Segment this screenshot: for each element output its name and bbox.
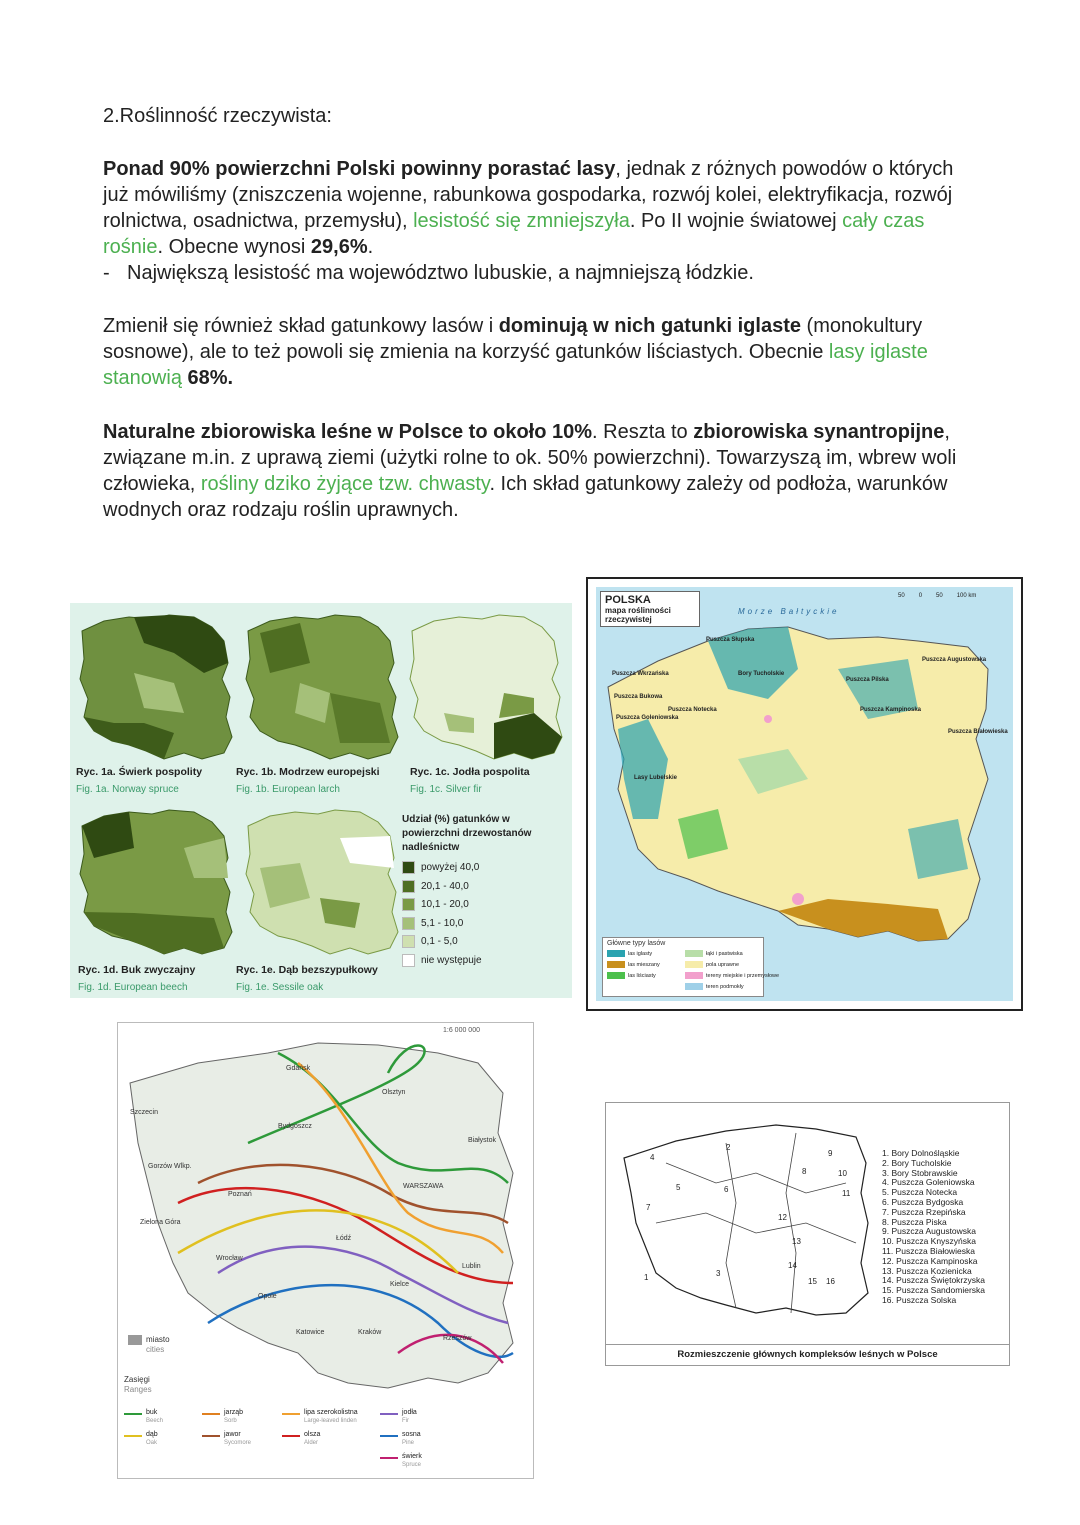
legend-label-en: Alder — [304, 1440, 319, 1446]
paragraph-forest-cover — [103, 156, 983, 260]
vegetation-place-label: Puszcza Notecka — [668, 707, 717, 713]
p2-text-1: Zmienił się również skład gatunkowy lasów i — [103, 315, 499, 337]
legend-label-en: Sorb — [224, 1418, 237, 1424]
city-label: Wrocław — [216, 1255, 243, 1262]
city-label: Poznań — [228, 1191, 252, 1198]
legend-label-en: Pine — [402, 1440, 415, 1446]
p3-text-1: . Reszta to — [592, 421, 694, 443]
species-maps-figure — [70, 603, 572, 998]
city-label: Gdańsk — [286, 1065, 311, 1072]
city-label: WARSZAWA — [403, 1183, 444, 1190]
complex-list-item: 1. Bory Dolnośląskie — [882, 1148, 960, 1158]
city-label: Gorzów Wlkp. — [148, 1163, 192, 1170]
vegetation-place-label: Puszcza Augustowska — [922, 657, 987, 663]
legend-label-en: Sycomore — [224, 1440, 252, 1446]
vegetation-legend-row — [607, 972, 656, 979]
caption-1a: Ryc. 1a. Świerk pospolity — [76, 766, 203, 778]
species-legend-row — [402, 880, 469, 893]
legend-swatch — [685, 961, 703, 968]
complex-list-item: 3. Bory Stobrawskie — [882, 1167, 958, 1178]
city-legend-label-en: cities — [146, 1345, 165, 1354]
legend-swatch — [402, 935, 415, 948]
legend-label-en: Fir — [402, 1418, 409, 1424]
map-beech — [80, 810, 232, 954]
complex-number: 2 — [726, 1143, 731, 1152]
city-label: Lublin — [462, 1263, 481, 1270]
complex-number: 5 — [676, 1183, 681, 1192]
caption-1b: Ryc. 1b. Modrzew europejski — [236, 766, 380, 778]
vegetation-map-figure — [586, 577, 1023, 1011]
legend-line — [380, 1413, 398, 1415]
city-label: Białystok — [468, 1137, 497, 1144]
vegetation-place-label: Puszcza Słupska — [706, 637, 755, 643]
forest-complexes-figure — [605, 1102, 1010, 1366]
complex-list-item: 16. Puszcza Solska — [882, 1294, 957, 1305]
vegetation-legend-title: Główne typy lasów — [607, 940, 666, 947]
scale-tick-label: 0 — [918, 593, 923, 599]
complex-number: 13 — [792, 1237, 801, 1246]
vegetation-place-label: Bory Tucholskie — [738, 671, 785, 677]
legend-line — [124, 1413, 142, 1415]
vegetation-legend-row — [607, 950, 652, 957]
scale-tick-label: 100 km — [956, 593, 977, 599]
legend-swatch — [402, 954, 415, 967]
legend-swatch — [685, 972, 703, 979]
map-spruce — [80, 615, 232, 759]
vegetation-legend-row — [685, 950, 743, 957]
species-maps-svg — [70, 603, 572, 998]
vegetation-place-label: Puszcza Pilska — [846, 677, 889, 683]
city-label: Opole — [258, 1293, 277, 1300]
p1-text-4: . — [367, 236, 374, 258]
complex-list-item: 4. Puszcza Goleniowska — [882, 1177, 975, 1188]
city-label: Zielona Góra — [140, 1219, 181, 1226]
city-label: Bydgoszcz — [278, 1123, 312, 1130]
legend-label: olsza — [304, 1431, 321, 1438]
legend-label: 0,1 - 5,0 — [421, 936, 458, 947]
legend-line — [380, 1435, 398, 1437]
legend-label: jarząb — [224, 1409, 244, 1416]
complex-number: 11 — [842, 1189, 851, 1198]
legend-line — [124, 1435, 142, 1437]
legend-label: las iglasty — [628, 950, 653, 957]
section-heading: 2.Roślinność rzeczywista: — [103, 105, 332, 127]
ranges-legend-label-en: Ranges — [124, 1385, 152, 1394]
complex-number: 16 — [826, 1277, 835, 1286]
species-legend-row — [402, 954, 482, 967]
city-legend-label: miasto — [146, 1335, 170, 1344]
p1-bold-2: 29,6% — [310, 236, 368, 258]
caption-1d: Ryc. 1d. Buk zwyczajny — [78, 964, 196, 976]
vegetation-legend-row — [685, 972, 779, 979]
p1-green-1: lesistość się zmniejszyła — [413, 210, 630, 232]
legend-swatch — [402, 861, 415, 874]
caption-1c-en: Fig. 1c. Silver fir — [410, 784, 482, 795]
map-larch — [246, 615, 398, 759]
legend-label: dąb — [146, 1431, 158, 1438]
legend-swatch — [402, 917, 415, 930]
vegetation-map-title-box — [600, 591, 700, 627]
vegetation-place-label: Puszcza Bukowa — [614, 694, 663, 700]
complex-list-item: 11. Puszcza Białowieska — [882, 1245, 975, 1256]
legend-label: lipa szerokolistna — [304, 1409, 358, 1416]
legend-label-en: Spruce — [402, 1462, 422, 1468]
complex-list-item: 6. Puszcza Bydgoska — [882, 1196, 964, 1207]
p1-text-1: , jednak z różnych powodów o których już mówiliśmy (zniszczenia wojenne, rabunkowa gospodarka, rozwój kolei, elektryfikacja, rozwój rolnictwa, osadnictwa, przemysłu), — [103, 158, 954, 232]
legend-label-en: Large-leaved linden — [304, 1418, 357, 1424]
complex-list-item: 15. Puszcza Sandomierska — [882, 1285, 985, 1296]
city-label: Kielce — [390, 1281, 410, 1288]
p3-text-2: , związane m.in. z uprawą ziemi (użytki rolne to ok. 50% powierzchni). Towarzyszą im, wbrew woli człowieka, — [103, 421, 957, 495]
ranges-scale: 1:6 000 000 — [443, 1027, 480, 1034]
city-label: Olsztyn — [382, 1089, 406, 1096]
complex-list-item: 13. Puszcza Kozienicka — [882, 1265, 972, 1276]
vegetation-place-label: Puszcza Kampinoska — [860, 707, 922, 713]
vegetation-place-label: Puszcza Wkrzańska — [612, 671, 669, 677]
p3-bold-2: zbiorowiska synantropijne — [693, 421, 945, 443]
legend-swatch — [685, 950, 703, 957]
map-fir — [410, 615, 562, 759]
complexes-caption: Rozmieszczenie głównych kompleksów leśnych w Polsce — [606, 1344, 1009, 1365]
complex-number: 7 — [646, 1203, 651, 1212]
legend-line — [282, 1435, 300, 1437]
species-legend-row — [402, 861, 479, 874]
p2-text-2: (monokultury sosnowe), ale to też powoli się zmienia na korzyść gatunków liściastych. Obecnie — [103, 315, 923, 363]
complex-list — [882, 1149, 985, 1306]
legend-label: świerk — [402, 1453, 422, 1460]
legend-swatch — [607, 972, 625, 979]
p3-green-1: rośliny dziko żyjące tzw. chwasty — [200, 473, 490, 495]
city-label: Kraków — [358, 1329, 382, 1336]
p1-text-2: . Po II wojnie światowej — [629, 210, 843, 232]
caption-1e: Ryc. 1e. Dąb bezszypułkowy — [236, 964, 378, 976]
species-legend-row — [402, 898, 469, 911]
city-label: Łódź — [336, 1235, 352, 1242]
legend-swatch — [607, 961, 625, 968]
legend-label: jawor — [224, 1431, 241, 1438]
complex-number: 4 — [650, 1153, 655, 1162]
complex-list-item: 12. Puszcza Kampinoska — [882, 1255, 978, 1266]
vegetation-legend — [602, 937, 780, 997]
vegetation-map-subtitle: mapa roślinności rzeczywistej — [605, 606, 671, 624]
caption-1a-en: Fig. 1a. Norway spruce — [76, 784, 179, 795]
complex-number: 8 — [802, 1167, 807, 1176]
p1-text-3: . Obecne wynosi — [157, 236, 311, 258]
vegetation-map-title: POLSKA — [605, 594, 651, 606]
legend-label: powyżej 40,0 — [421, 862, 480, 873]
paragraph-species — [103, 313, 983, 391]
complex-number: 14 — [788, 1261, 797, 1270]
legend-swatch — [402, 898, 415, 911]
legend-label: las mieszany — [628, 961, 660, 968]
p2-green-1: lasy iglaste stanowią — [103, 341, 928, 389]
scale-tick-label: 50 — [898, 593, 905, 599]
vegetation-place-label: Lasy Lubelskie — [634, 775, 678, 781]
bullet-dash: - — [103, 262, 110, 284]
legend-label: 10,1 - 20,0 — [421, 899, 469, 910]
complex-number: 10 — [838, 1169, 847, 1178]
legend-label: łąki i pastwiska — [706, 950, 743, 957]
complex-list-item: 5. Puszcza Notecka — [882, 1187, 958, 1198]
legend-label: nie występuje — [421, 954, 482, 966]
complex-list-item: 2. Bory Tucholskie — [882, 1157, 952, 1168]
complex-list-item: 8. Puszcza Piska — [882, 1216, 947, 1227]
vegetation-legend-row — [607, 961, 660, 968]
ranges-map-figure — [117, 1022, 534, 1479]
complex-number: 3 — [716, 1269, 721, 1278]
complex-list-item: 9. Puszcza Augustowska — [882, 1226, 977, 1237]
p1-bold-1: Ponad 90% powierzchni Polski powinny porastać lasy — [103, 158, 616, 180]
map-oak — [246, 810, 398, 954]
vegetation-legend-row — [685, 961, 739, 968]
scale-tick-label: 50 — [936, 593, 943, 599]
caption-1b-en: Fig. 1b. European larch — [236, 784, 340, 795]
legend-line — [282, 1413, 300, 1415]
legend-line — [380, 1457, 398, 1459]
legend-label: buk — [146, 1409, 158, 1416]
p2-bold-2: 68%. — [187, 367, 234, 389]
bullet-text: Największą lesistość ma województwo lubuskie, a najmniejszą łódzkie. — [127, 262, 754, 284]
vegetation-place-label: Puszcza Goleniowska — [616, 715, 679, 721]
complex-number: 12 — [778, 1213, 787, 1222]
city-label: Katowice — [296, 1329, 325, 1336]
legend-label: pola uprawne — [706, 961, 740, 968]
p3-text-3: . Ich skład gatunkowy zależy od podłoża, warunków wodnych oraz rodzaju roślin uprawnych. — [103, 473, 948, 521]
complex-list-item: 10. Puszcza Knyszyńska — [882, 1236, 977, 1247]
caption-1c: Ryc. 1c. Jodła pospolita — [410, 766, 530, 778]
caption-1e-en: Fig. 1e. Sessile oak — [236, 982, 324, 993]
legend-label: 5,1 - 10,0 — [421, 917, 464, 929]
legend-label: tereny miejskie i przemysłowe — [706, 972, 780, 979]
legend-label: sosna — [402, 1431, 421, 1438]
legend-swatch — [402, 880, 415, 893]
legend-label-en: Oak — [146, 1440, 158, 1446]
legend-label-en: Beech — [146, 1418, 164, 1424]
complex-list-item: 14. Puszcza Świętokrzyska — [882, 1275, 985, 1286]
complex-number: 6 — [724, 1185, 729, 1194]
city-label: Rzeszów — [443, 1335, 472, 1342]
legend-line — [202, 1435, 220, 1437]
bullet-item — [103, 260, 983, 286]
caption-1d-en: Fig. 1d. European beech — [78, 982, 188, 993]
ranges-legend-label: Zasięgi — [124, 1375, 150, 1384]
legend-swatch — [607, 950, 625, 957]
legend-swatch — [685, 983, 703, 990]
species-legend-row — [402, 935, 458, 948]
paragraph-natural — [103, 419, 983, 523]
sea-label: Morze Bałtyckie — [738, 607, 840, 616]
legend-label: jodła — [402, 1409, 417, 1416]
complex-list-item: 7. Puszcza Rzepińska — [882, 1206, 966, 1217]
p3-bold-1: Naturalne zbiorowiska leśne w Polsce to około 10% — [103, 421, 593, 443]
complex-number: 1 — [644, 1273, 649, 1282]
legend-label: las liściasty — [628, 972, 656, 979]
vegetation-legend-row — [685, 983, 744, 990]
species-legend-title: Udział (%) gatunków w powierzchni drzewostanów nadleśnictw — [402, 814, 532, 853]
vegetation-place-label: Puszcza Białowieska — [948, 729, 1008, 735]
scale-bar — [898, 593, 976, 599]
legend-label: 20,1 - 40,0 — [421, 880, 469, 892]
p2-bold-1: dominują w nich gatunki iglaste — [498, 315, 801, 337]
complex-number: 9 — [828, 1149, 833, 1158]
complex-number: 15 — [808, 1277, 817, 1286]
city-label: Szczecin — [130, 1109, 159, 1116]
p1-green-2: cały czas rośnie — [103, 210, 925, 258]
legend-label: teren podmokły — [706, 983, 744, 990]
legend-line — [202, 1413, 220, 1415]
species-legend-row — [402, 917, 463, 930]
